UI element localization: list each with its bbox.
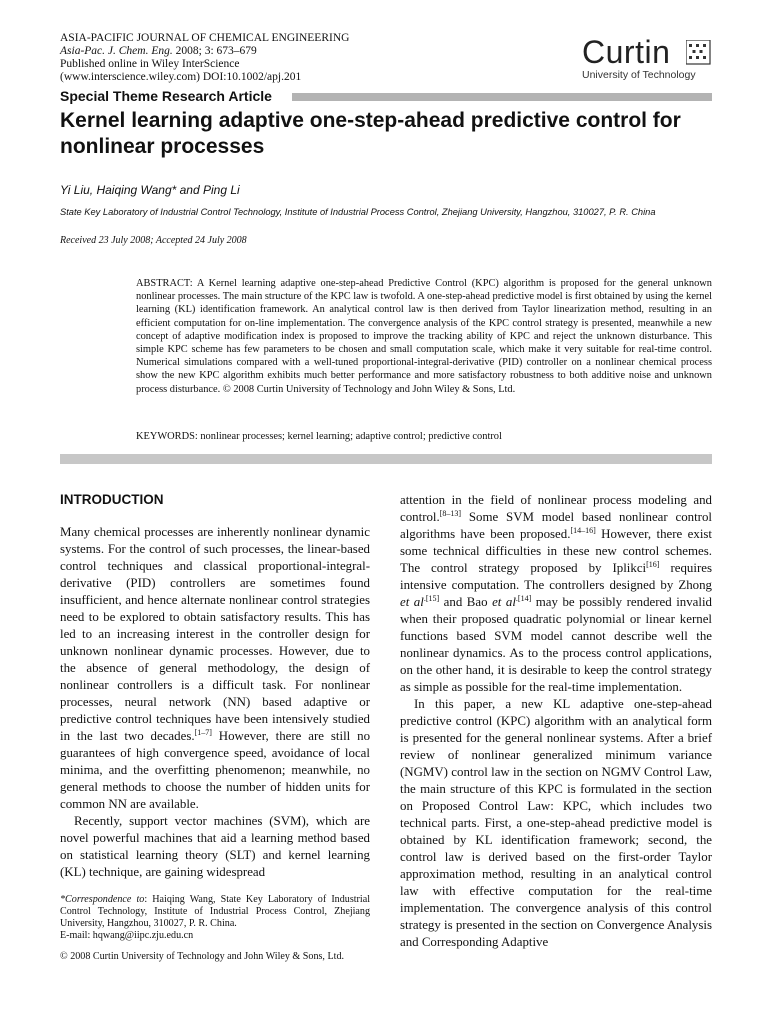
left-column: [60, 524, 370, 881]
intro-p3-text: may be possibly rendered invalid when their proposed quadratic polynomial or linear kernel functions based SVM model cannot describe well the nonlinear dynamics. As to the process control applications, on the other hand, it is desirable to keep the control strategy as simple as possible for the real-time implementation.: [400, 595, 713, 694]
footnote-text: : Haiqing Wang, State Key Laboratory of Industrial Control Technology, Institute of Industrial Process Control, Zhejiang University, Hangzhou, 310027, P. R. China.: [60, 894, 370, 929]
journal-header: [60, 32, 349, 84]
intro-paragraph-2: Recently, support vector machines (SVM), which are novel powerful machines that aid a learning method based on statistical learning theory (SLT) and kernel learning (KL) technique, are gaining widespread: [60, 814, 370, 879]
received-dates: Received 23 July 2008; Accepted 24 July 2008: [60, 235, 247, 246]
intro-paragraph-1: [60, 524, 370, 813]
footnote-label: *Correspondence to: [60, 894, 145, 905]
citation-ref: .[14]: [515, 594, 532, 603]
copyright: © 2008 Curtin University of Technology and John Wiley & Sons, Ltd.: [60, 951, 345, 962]
intro-p3-text: However, there exist some technical difficulties in these new control schemes. The control strategy proposed by Iplikci: [400, 527, 713, 575]
intro-p3-text: attention in the field of nonlinear process modeling and control.: [400, 493, 712, 524]
et-al: et al: [492, 595, 516, 609]
abstract: ABSTRACT: A Kernel learning adaptive one-step-ahead Predictive Control (KPC) algorithm is proposed for the general unknown nonlinear processes. The main structure of the KPC law is twofold. A one-step-ahead predictive model is first obtained by using the kernel learning (KL) identification framework. An analytical control law is then derived from Taylor linearization method, resulting in an efficient computation for on-line implementation. The convergence analysis of the KPC control strategy is presented, meanwhile a new concept of adaptive modification index is proposed to improve the tracking ability of KPC and reject the unknown disturbance. This simple KPC scheme has few parameters to be chosen and small computation scale, which make it very suitable for real-time control. Numerical simulations compared with a well-tuned proportional-integral-derivative (PID) controller on a nonlinear chemical process show the new KPC algorithm exhibits much better performance and more satisfactory robustness to both additive noise and unknown process disturbance. © 2008 Curtin University of Technology and John Wiley & Sons, Ltd.: [136, 278, 712, 395]
intro-p3-text: requires intensive computation. The controllers designed by Zhong: [400, 561, 712, 592]
section-heading-introduction: INTRODUCTION: [60, 492, 164, 507]
citation-ref: [8–13]: [439, 509, 462, 518]
right-column: [400, 492, 712, 951]
intro-p1-text: Many chemical processes are inherently nonlinear dynamic systems. For the control of such processes, the linear-based control techniques and classical proportional-integral-derivative (PID) controllers are sometimes found insufficient, and hence alternate nonlinear control strategies need to be explored to obtain satisfactory results. This has led to an increasing interest in the controller design for unknown nonlinear dynamic processes. However, due to the absence of general methodology, the design of nonlinear controllers is a difficult task. For nonlinear processes, neural network (NN) based adaptive or predictive control techniques have been intensively studied in the last two decades.: [60, 525, 370, 743]
journal-abbrev: Asia-Pac. J. Chem. Eng.: [60, 45, 173, 57]
citation-ref: .[15]: [423, 594, 440, 603]
affiliation: State Key Laboratory of Industrial Control Technology, Institute of Industrial Process Control, Zhejiang University, Hangzhou, 310027, P. R. China: [60, 207, 656, 217]
authors: Yi Liu, Haiqing Wang* and Ping Li: [60, 183, 240, 197]
keywords: KEYWORDS: nonlinear processes; kernel learning; adaptive control; predictive control: [136, 431, 502, 442]
doi-line: (www.interscience.wiley.com) DOI:10.1002/apj.201: [60, 71, 302, 83]
citation-ref: [14–16]: [570, 526, 596, 535]
curtin-logo: [582, 36, 712, 81]
et-al: et al: [400, 595, 424, 609]
article-type: Special Theme Research Article: [60, 88, 280, 104]
journal-name: ASIA-PACIFIC JOURNAL OF CHEMICAL ENGINEERING: [60, 32, 350, 44]
journal-citation: [60, 45, 349, 58]
logo-wordmark: Curtin: [582, 34, 671, 70]
intro-paragraph-3: [400, 492, 712, 696]
published-line: Published online in Wiley InterScience: [60, 58, 240, 70]
citation-ref: [16]: [646, 560, 660, 569]
correspondence-footnote: [60, 894, 370, 942]
intro-p1-text-cont: However, there are still no guarantees of high convergence speed, avoidance of local minima, and the overfitting phenomenon; meanwhile, no general methods to choose the number of hidden units for common NN are available.: [60, 729, 371, 811]
article-type-rule: [292, 93, 712, 101]
intro-p3-text: Some SVM model based nonlinear control algorithms have been proposed.: [400, 510, 712, 541]
citation-ref: [1–7]: [194, 728, 212, 737]
intro-p3-text: and Bao: [439, 595, 493, 609]
article-type-bar: [60, 88, 712, 108]
logo-crest-icon: [686, 40, 712, 66]
section-separator: [60, 454, 712, 464]
article-title: Kernel learning adaptive one-step-ahead predictive control for nonlinear processes: [60, 109, 681, 158]
intro-paragraph-4: In this paper, a new KL adaptive one-step-ahead predictive control (KPC) algorithm with an analytical form is presented for the general nonlinear systems. After a brief review of nonlinear generalized minimum variance (NGMV) control law in the section on NGMV Control Law, the main structure of this KPC is formulated in the section on Proposed Control Law: KPC, which includes two technical parts. First, a one-step-ahead predictive model is obtained by KL identification framework; second, the control law is derived based on the first-order Taylor approximation method, resulting in an analytical control law with effective computation for the real-time implementation. The convergence analysis of this control strategy is presented in the section on Convergence Analysis and Corresponding Adaptive: [400, 697, 712, 949]
footnote-email: E-mail: hqwang@iipc.zju.edu.cn: [60, 930, 194, 941]
journal-volume-pages: 2008; 3: 673–679: [172, 45, 257, 57]
logo-tagline: University of Technology: [582, 69, 696, 81]
